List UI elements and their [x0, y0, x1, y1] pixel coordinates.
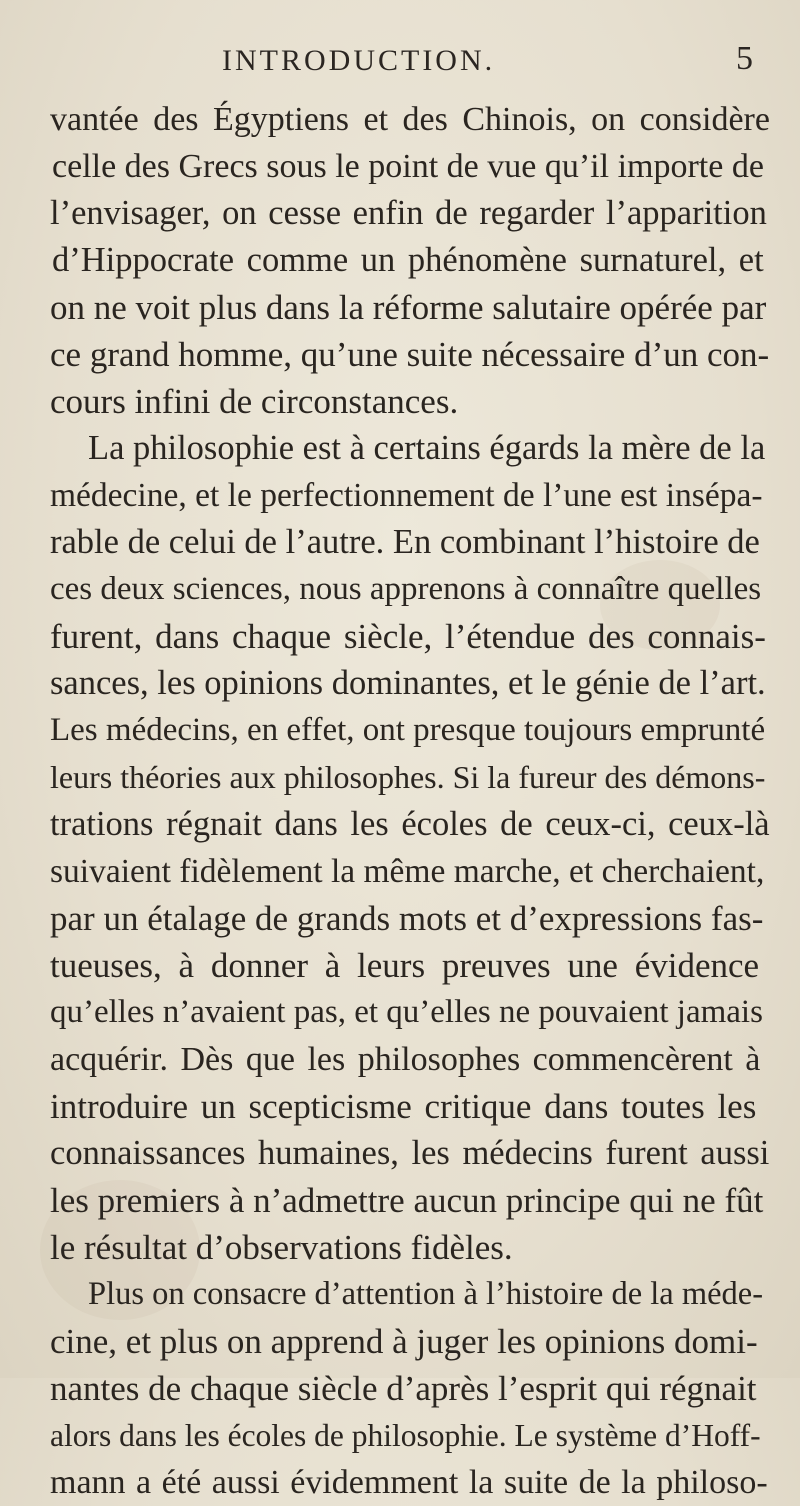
text-line: alors dans les écoles de philosophie. Le système d’Hoff- — [50, 1418, 761, 1453]
text-line: médecine, et le perfectionnement de l’une est insépa- — [50, 477, 763, 514]
text-line: connaissances humaines, les médecins furent aussi — [50, 1134, 770, 1172]
text-line: on ne voit plus dans la réforme salutaire opérée par — [50, 288, 767, 327]
body-text — [50, 96, 770, 1506]
text-line: vantée des Égyptiens et des Chinois, on considère — [50, 101, 770, 138]
text-line: qu’elles n’avaient pas, et qu’elles ne pouvaient jamais — [50, 994, 763, 1030]
page-number: 5 — [736, 40, 753, 77]
text-line: celle des Grecs sous le point de vue qu’il importe de — [52, 148, 764, 185]
text-line: mann a été aussi évidemment la suite de la philoso- — [50, 1464, 768, 1501]
text-line: le résultat d’observations fidèles. — [50, 1228, 513, 1267]
text-line: ces deux sciences, nous apprenons à connaître quelles — [50, 571, 762, 607]
text-line: sances, les opinions dominantes, et le génie de l’art. — [50, 664, 766, 702]
text-line: furent, dans chaque siècle, l’étendue des connais- — [50, 617, 766, 656]
running-title: INTRODUCTION. — [222, 44, 496, 77]
text-line: par un étalage de grands mots et d’expressions fas- — [50, 899, 764, 938]
text-line: Plus on consacre d’attention à l’histoire de la méde- — [88, 1276, 764, 1312]
text-line: introduire un scepticisme critique dans toutes les — [50, 1087, 757, 1126]
text-line: cours infini de circonstances. — [50, 382, 459, 421]
text-line: trations régnait dans les écoles de ceux-ci, ceux-là — [50, 805, 770, 843]
page-header — [0, 38, 800, 88]
text-line: rable de celui de l’autre. En combinant l’histoire de — [50, 523, 760, 561]
text-line: Les médecins, en effet, ont presque toujours emprunté — [50, 712, 766, 748]
text-line: acquérir. Dès que les philosophes commencèrent à — [50, 1041, 761, 1078]
text-line: nantes de chaque siècle d’après l’esprit qui régnait — [50, 1369, 757, 1408]
text-line: les premiers à n’admettre aucun principe qui ne fût — [50, 1181, 764, 1220]
text-line: La philosophie est à certains égards la mère de la — [88, 429, 766, 467]
text-line: leurs théories aux philosophes. Si la fureur des démons- — [50, 759, 766, 795]
text-line: tueuses, à donner à leurs preuves une évidence — [50, 946, 760, 985]
text-line: d’Hippocrate comme un phénomène surnaturel, et — [52, 241, 764, 279]
text-line: suivaient fidèlement la même marche, et cherchaient, — [50, 853, 765, 890]
text-line: l’envisager, on cesse enfin de regarder l’apparition — [50, 194, 767, 232]
text-line: cine, et plus on apprend à juger les opinions domi- — [50, 1322, 758, 1361]
text-line: ce grand homme, qu’une suite nécessaire d’un con- — [50, 335, 770, 374]
